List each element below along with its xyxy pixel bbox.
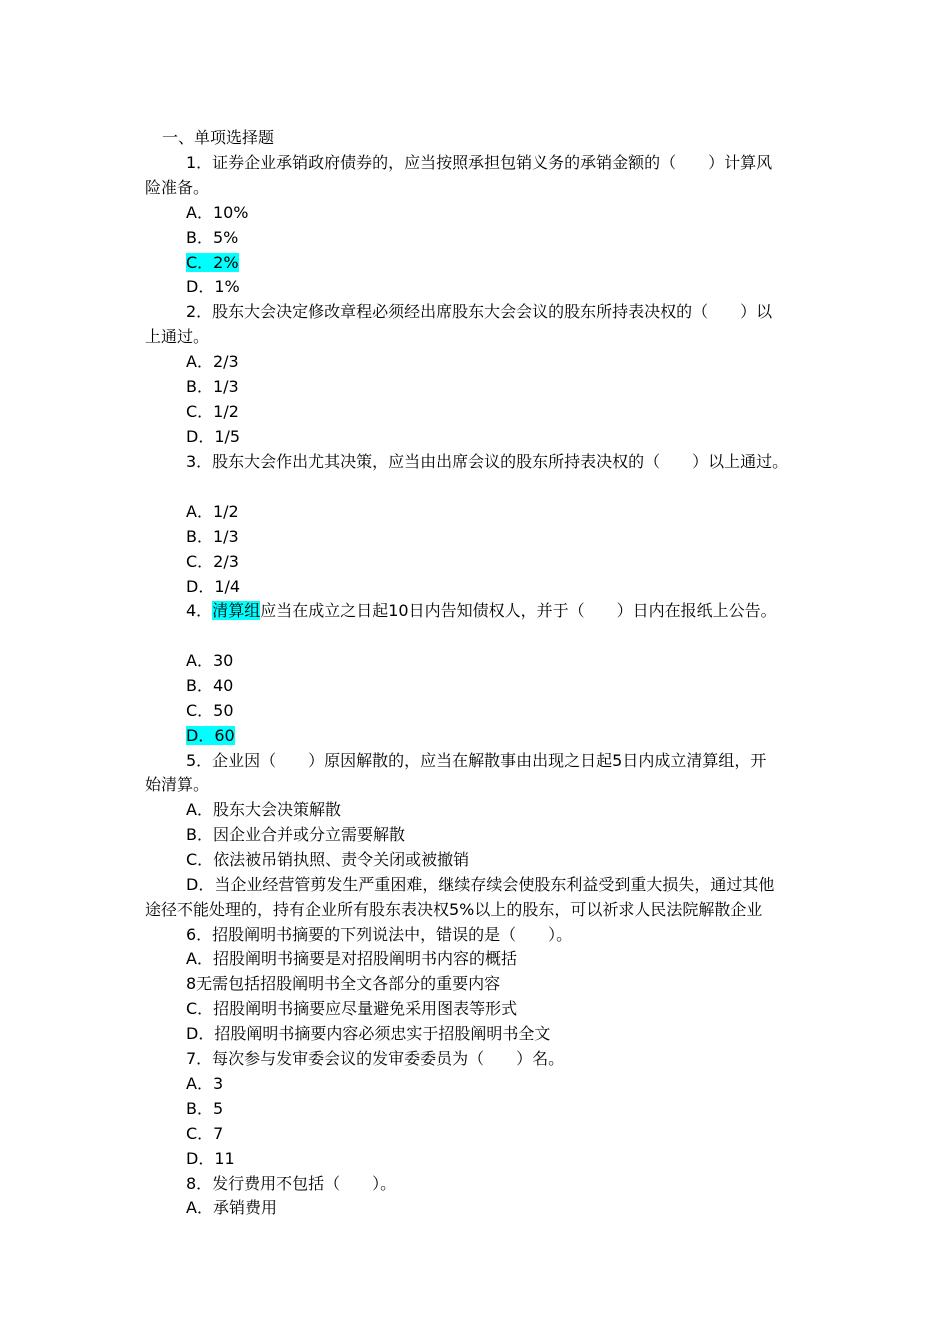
question-6-stem: 6．招股阐明书摘要的下列说法中，错误的是（ ）。 <box>186 925 573 944</box>
question-8-option-a: A．承销费用 <box>186 1198 277 1217</box>
question-3-option-b: B．1/3 <box>186 527 239 546</box>
question-2-option-c: C．1/2 <box>186 402 239 421</box>
question-1-option-b: B．5% <box>186 228 239 247</box>
question-7-option-c: C．7 <box>186 1124 224 1143</box>
question-4-option-a: A．30 <box>186 651 234 670</box>
question-3-option-c: C．2/3 <box>186 552 239 571</box>
question-4-option-c: C．50 <box>186 701 234 720</box>
question-1-option-d: D．1% <box>186 277 240 296</box>
question-2-option-b: B．1/3 <box>186 377 239 396</box>
question-6-option-b: 8无需包括招股阐明书全文各部分的重要内容 <box>186 974 501 993</box>
question-7-option-a: A．3 <box>186 1074 224 1093</box>
question-3-option-a: A．1/2 <box>186 502 239 521</box>
question-5-option-d-cont: 途径不能处理的，持有企业所有股东表决权5%以上的股东，可以祈求人民法院解散企业 <box>145 900 763 919</box>
section-title: 一、单项选择题 <box>162 128 275 147</box>
question-5-option-a: A．股东大会决策解散 <box>186 800 341 819</box>
question-5-option-d: D．当企业经营管剪发生严重困难，继续存续会使股东利益受到重大损失，通过其他 <box>186 875 775 894</box>
question-7-option-b: B．5 <box>186 1099 224 1118</box>
question-6-option-c: C．招股阐明书摘要应尽量避免采用图表等形式 <box>186 999 518 1018</box>
question-5-stem-cont: 始清算。 <box>145 775 210 794</box>
question-4-number: 4． <box>186 601 213 620</box>
question-1-stem-cont: 险准备。 <box>145 178 210 197</box>
question-2-option-a: A．2/3 <box>186 352 239 371</box>
question-3-stem: 3．股东大会作出尤其决策，应当由出席会议的股东所持表决权的（ ）以上通过。 <box>186 452 789 471</box>
question-4-option-d-highlighted: D．60 <box>186 726 235 745</box>
question-7-option-d: D．11 <box>186 1149 235 1168</box>
question-5-option-b: B．因企业合并或分立需要解散 <box>186 825 405 844</box>
question-1-option-c-highlighted: C．2% <box>186 253 239 272</box>
question-1-stem: 1．证券企业承销政府债券的，应当按照承担包销义务的承销金额的（ ）计算风 <box>186 153 773 172</box>
question-2-option-d: D．1/5 <box>186 427 241 446</box>
question-6-option-d: D．招股阐明书摘要内容必须忠实于招股阐明书全文 <box>186 1024 551 1043</box>
question-3-option-d: D．1/4 <box>186 577 241 596</box>
question-2-stem: 2．股东大会决定修改章程必须经出席股东大会会议的股东所持表决权的（ ）以 <box>186 302 773 321</box>
question-4-highlighted-term: 清算组 <box>212 601 261 620</box>
question-1-option-c <box>186 253 239 273</box>
question-5-stem: 5．企业因（ ）原因解散的，应当在解散事由出现之日起5日内成立清算组，开 <box>186 751 767 770</box>
question-8-stem: 8．发行费用不包括（ ）。 <box>186 1174 397 1193</box>
question-4-option-d <box>186 726 235 746</box>
question-7-stem: 7．每次参与发审委会议的发审委委员为（ ）名。 <box>186 1049 565 1068</box>
question-4-stem-rest: 应当在成立之日起10日内告知债权人，并于（ ）日内在报纸上公告。 <box>260 601 777 620</box>
question-6-option-a: A．招股阐明书摘要是对招股阐明书内容的概括 <box>186 949 517 968</box>
question-2-stem-cont: 上通过。 <box>145 327 210 346</box>
question-5-option-c: C．依法被吊销执照、责令关闭或被撤销 <box>186 850 470 869</box>
question-4-stem <box>186 601 777 621</box>
question-4-option-b: B．40 <box>186 676 234 695</box>
question-1-option-a: A．10% <box>186 203 249 222</box>
